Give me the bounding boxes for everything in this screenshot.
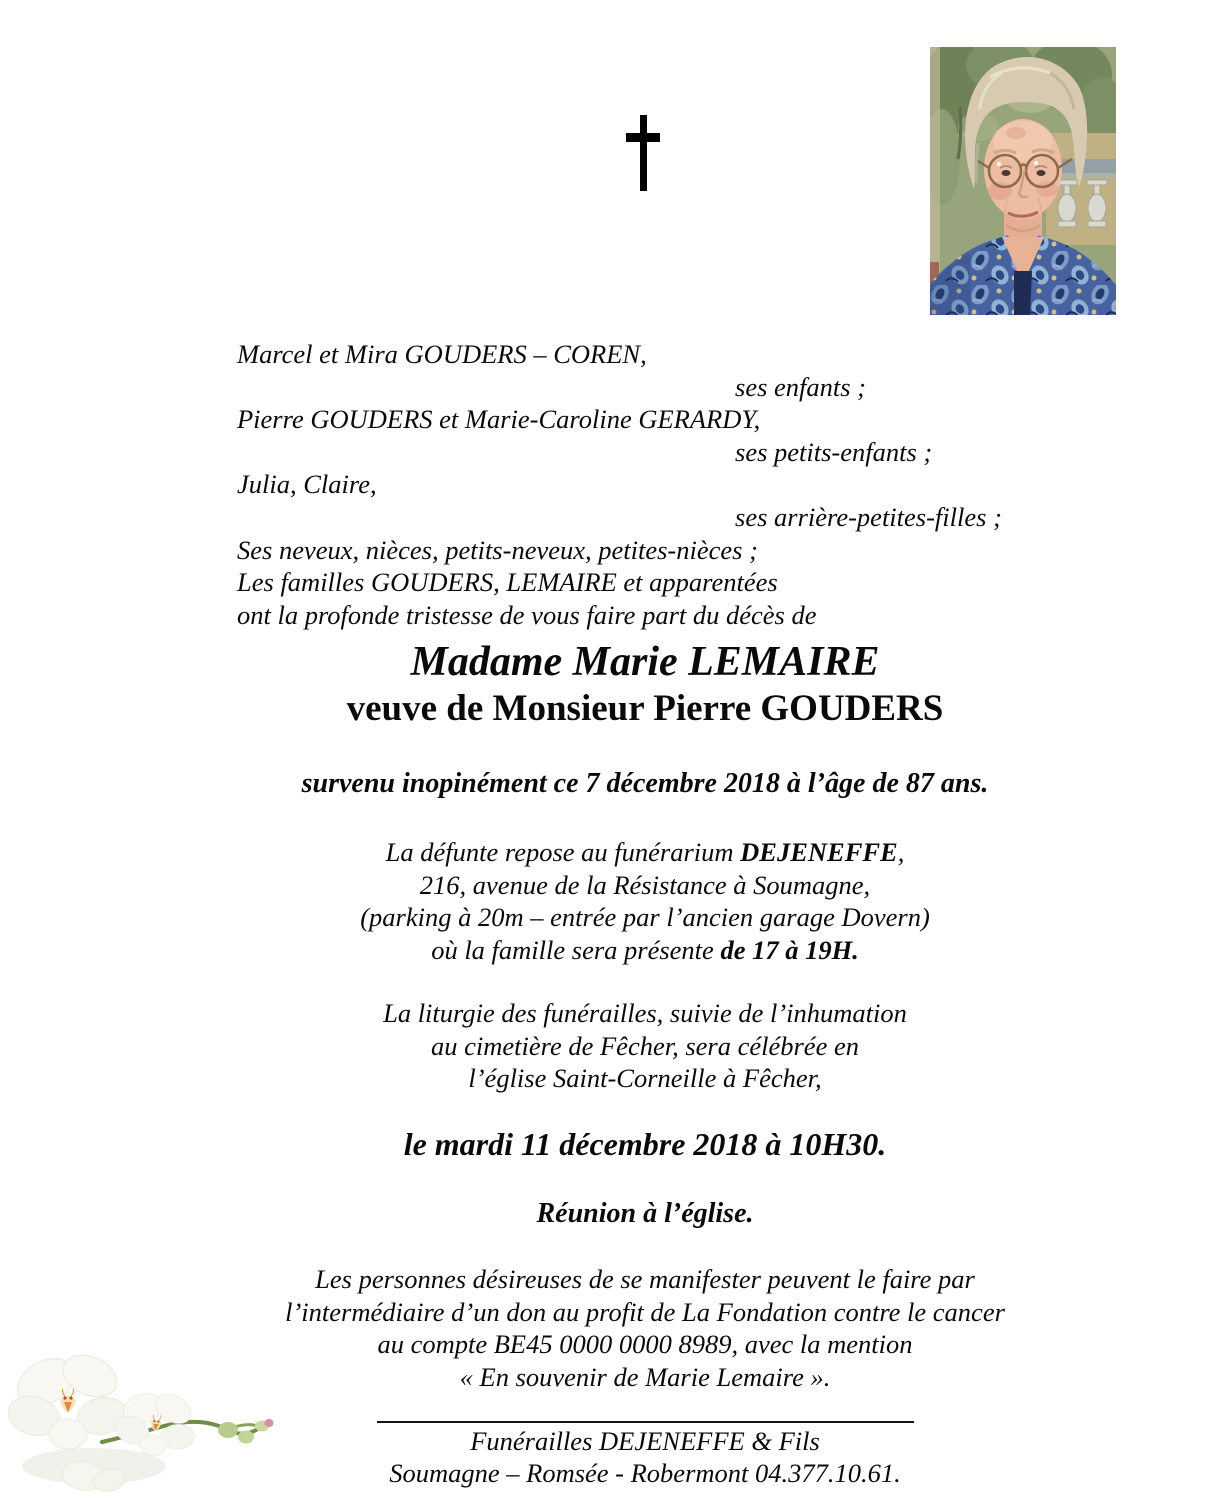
family-list [237,338,1002,631]
repose-block [237,836,1053,966]
visiting-hours: de 17 à 19H. [720,934,859,965]
repose-parking-note: (parking à 20m – entrée par l’ancien garage Dovern) [360,902,930,932]
family-line-related-families: Les familles GOUDERS, LEMAIRE et apparentées [237,567,778,598]
repose-visiting-line [237,934,1053,967]
announcement-content [237,0,1053,1509]
liturgy-block [237,997,1053,1095]
relation-grandchildren: ses petits-enfants ; [735,436,933,467]
liturgy-line-1: La liturgie des funérailles, suivie de l’inhumation [383,998,907,1028]
funeral-company: Funérailles DEJENEFFE & Fils [470,1426,820,1456]
death-notice: survenu inopinément ce 7 décembre 2018 à l’âge de 87 ans. [301,768,989,799]
repose-address: 216, avenue de la Résistance à Soumagne, [419,869,871,900]
donation-line-1: Les personnes désireuses de se manifester peuvent le faire par [315,1264,975,1294]
family-line-children-names: Marcel et Mira GOUDERS – COREN, [237,339,647,369]
donation-account-line: au compte BE45 0000 0000 8989, avec la mention [377,1329,913,1359]
funeral-home-name: DEJENEFFE [740,837,898,867]
meeting-line: Réunion à l’église. [536,1198,754,1229]
family-line-nephews-nieces: Ses neveux, nièces, petits-neveux, petites-nièces ; [237,534,758,565]
repose-comma: , [897,837,905,867]
liturgy-line-3: l’église Saint-Corneille à Fêcher, [468,1063,822,1093]
deceased-name: Madame Marie LEMAIRE [410,639,880,685]
family-line-great-granddaughters-names: Julia, Claire, [237,469,377,500]
orchid-image [6,1338,278,1506]
footer-divider [377,1421,914,1423]
relation-great-granddaughters: ses arrière-petites-filles ; [735,501,1002,532]
donation-mention-line: « En souvenir de Marie Lemaire ». [459,1361,831,1392]
liturgy-line-2: au cimetière de Fêcher, sera célébrée en [431,1030,859,1061]
visiting-prefix: où la famille sera présente [431,934,721,965]
donation-line-2: l’intermédiaire d’un don au profit de La Fondation contre le cancer [285,1296,1005,1327]
announcement-sentence: ont la profonde tristesse de vous faire part du décès de [237,599,817,630]
relation-children: ses enfants ; [735,371,867,402]
deceased-relation: veuve de Monsieur Pierre GOUDERS [346,688,944,729]
ceremony-date: le mardi 11 décembre 2018 à 10H30. [403,1126,887,1162]
repose-prefix: La défunte repose au funérarium [385,837,741,867]
donation-block [237,1263,1053,1393]
repose-line-funerarium [237,836,1053,869]
footer [237,1421,1053,1489]
funeral-locations-phone: Soumagne – Romsée - Robermont 04.377.10.61. [389,1458,901,1488]
family-line-grandchildren-names: Pierre GOUDERS et Marie-Caroline GERARDY, [237,404,761,435]
orchid-illustration [6,1338,278,1506]
